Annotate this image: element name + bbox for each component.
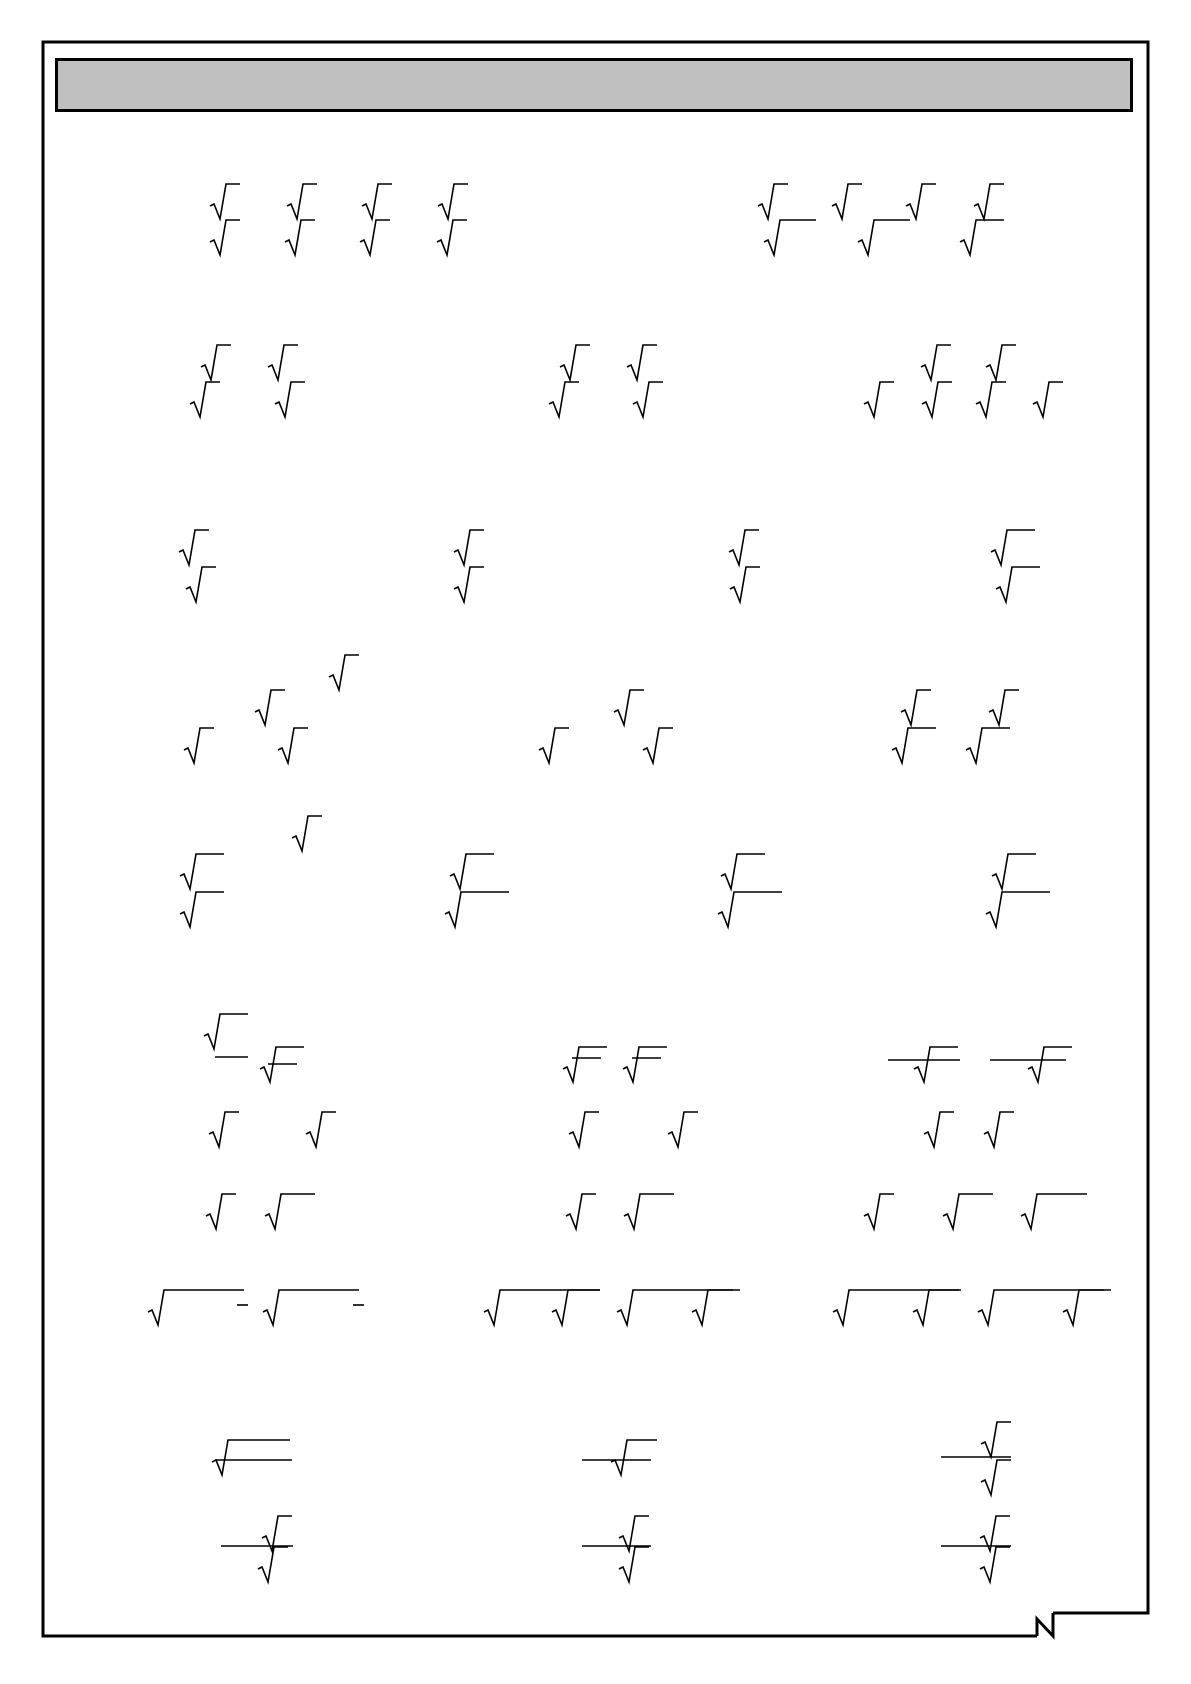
radical-symbol-8	[974, 184, 1004, 219]
radical-symbol-58	[204, 1014, 248, 1049]
radical-symbol-13	[764, 220, 816, 255]
radical-symbol-86	[1063, 1290, 1111, 1325]
radical-symbol-33	[991, 530, 1035, 565]
radical-symbol-30	[179, 530, 209, 565]
radical-symbol-46	[643, 728, 673, 763]
radical-symbol-19	[627, 345, 657, 380]
radical-symbol-15	[960, 220, 1004, 255]
radical-symbol-47	[892, 728, 936, 763]
radical-symbol-39	[255, 690, 285, 725]
radical-symbol-89	[981, 1422, 1011, 1457]
radical-symbol-40	[614, 690, 644, 725]
radical-symbol-1	[210, 184, 240, 219]
radical-symbol-12	[437, 220, 467, 255]
radical-symbol-65	[306, 1112, 336, 1147]
radical-symbol-94	[619, 1547, 649, 1582]
radical-symbol-76	[1021, 1194, 1087, 1229]
radical-symbol-17	[268, 345, 298, 380]
radical-symbol-87	[212, 1440, 290, 1475]
radical-symbol-63	[1028, 1047, 1072, 1082]
radical-symbol-83	[833, 1290, 959, 1325]
radical-symbol-64	[209, 1112, 239, 1147]
radical-symbol-57	[986, 892, 1050, 927]
radical-symbol-2	[287, 184, 317, 219]
radical-symbol-52	[721, 854, 765, 889]
radical-symbol-62	[914, 1047, 958, 1082]
radical-symbol-55	[445, 892, 509, 927]
radical-symbol-9	[210, 220, 240, 255]
radical-symbol-25	[633, 382, 663, 417]
radical-symbol-27	[922, 382, 952, 417]
radical-symbol-73	[624, 1194, 674, 1229]
radical-symbol-75	[943, 1194, 993, 1229]
radical-symbol-43	[184, 728, 214, 763]
radical-symbol-78	[263, 1290, 359, 1325]
radical-symbol-21	[986, 345, 1016, 380]
radical-symbol-66	[569, 1112, 599, 1147]
radical-symbol-50	[180, 854, 224, 889]
radical-symbol-16	[201, 345, 231, 380]
radical-symbol-77	[148, 1290, 244, 1325]
radical-symbol-41	[901, 690, 931, 725]
radical-symbol-84	[913, 1290, 961, 1325]
radical-symbol-90	[981, 1460, 1011, 1495]
radical-symbol-10	[285, 220, 315, 255]
radical-symbol-48	[966, 728, 1010, 763]
radical-symbol-22	[190, 382, 220, 417]
radical-symbol-42	[989, 690, 1019, 725]
radical-symbol-24	[549, 382, 579, 417]
radical-symbol-60	[563, 1047, 607, 1082]
radical-symbol-79	[484, 1290, 600, 1325]
radical-symbol-54	[180, 892, 224, 927]
radical-symbol-68	[924, 1112, 954, 1147]
radical-symbol-34	[186, 567, 216, 602]
radical-symbol-56	[718, 892, 782, 927]
radical-symbol-26	[864, 382, 894, 417]
radical-symbol-96	[980, 1547, 1010, 1582]
radical-symbol-80	[552, 1290, 600, 1325]
radical-symbol-29	[1033, 382, 1063, 417]
radical-symbol-72	[566, 1194, 596, 1229]
radical-symbol-49	[292, 816, 322, 851]
radical-symbol-69	[984, 1112, 1014, 1147]
radical-symbol-51	[450, 854, 494, 889]
radical-symbol-92	[258, 1547, 288, 1582]
radical-symbol-4	[438, 184, 468, 219]
radical-symbol-5	[758, 184, 788, 219]
radical-symbol-32	[729, 530, 759, 565]
radical-symbol-61	[623, 1047, 667, 1082]
radical-symbol-28	[976, 382, 1006, 417]
radical-symbol-37	[996, 567, 1040, 602]
radical-symbol-70	[206, 1194, 236, 1229]
radical-symbol-18	[560, 345, 590, 380]
radical-symbol-85	[978, 1290, 1104, 1325]
radical-symbol-36	[730, 567, 760, 602]
radical-symbol-35	[454, 567, 484, 602]
radical-symbol-82	[692, 1290, 740, 1325]
radical-symbol-23	[275, 382, 305, 417]
radical-symbol-81	[617, 1290, 733, 1325]
radical-symbol-31	[454, 530, 484, 565]
radical-symbol-3	[362, 184, 392, 219]
radical-symbol-14	[858, 220, 910, 255]
radical-symbol-6	[832, 184, 862, 219]
radical-symbol-20	[921, 345, 951, 380]
radical-symbol-53	[992, 854, 1036, 889]
radical-symbol-11	[360, 220, 390, 255]
radical-symbol-45	[539, 728, 569, 763]
radical-symbol-44	[278, 728, 308, 763]
radical-symbol-7	[906, 184, 936, 219]
radical-symbol-38	[329, 655, 359, 690]
radical-symbol-67	[668, 1112, 698, 1147]
radical-symbol-88	[611, 1440, 657, 1475]
radical-symbol-74	[864, 1194, 894, 1229]
radical-symbol-71	[265, 1194, 315, 1229]
